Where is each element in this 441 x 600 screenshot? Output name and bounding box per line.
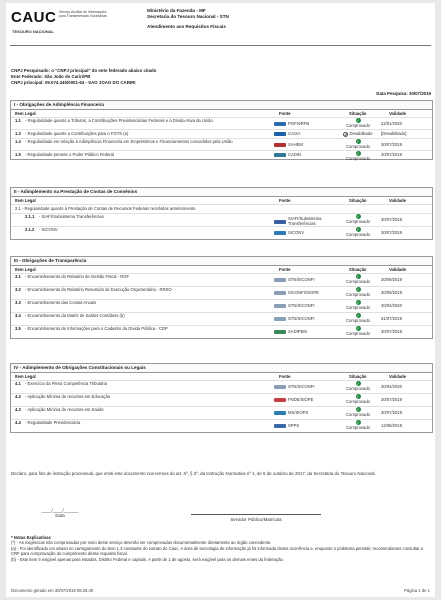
status-label: Comprovado (346, 399, 370, 405)
signature-date (30, 508, 90, 518)
status-cell (341, 407, 375, 417)
column-header-item: Item Legal (15, 111, 36, 116)
item-number: 3.2 (15, 287, 21, 292)
source-logo-icon (274, 424, 286, 428)
item-number: 1.3 (15, 131, 21, 137)
section-title: IV - Adimplemento de Obrigações Constitucionais ou Legais (11, 364, 432, 373)
requirements-section (10, 256, 433, 339)
source-cell (274, 152, 301, 157)
signature-line (191, 514, 321, 515)
source-logo-icon (274, 385, 286, 389)
requirement-row (11, 150, 432, 162)
column-header-fonte: Fonte (279, 198, 291, 203)
source-name: MS/SIOPS (288, 410, 309, 416)
source-cell (274, 303, 315, 308)
item-number: 4.2 (15, 394, 21, 399)
status-cell (341, 381, 375, 391)
source-name: STN/SICONFI (288, 277, 315, 283)
disabled-icon (343, 132, 348, 137)
status-label: Comprovado (346, 412, 370, 418)
validity-date: 30/07/2019 (381, 141, 402, 147)
item-description: - Aplicação Mínima de recursos em Saúde (25, 407, 104, 412)
source-name: STN/SICONFI (288, 384, 315, 390)
status-label: Comprovado (346, 318, 370, 324)
item-description: - Encaminhamento de Informações para o Cadastro da Dívida Pública - CDP (25, 326, 168, 331)
source-cell (274, 121, 309, 126)
source-cell (274, 410, 308, 415)
source-cell (274, 142, 303, 147)
item-number: 1.4 (15, 139, 21, 144)
header-divider (10, 45, 431, 46)
source-cell (274, 277, 315, 282)
item-description: - Exercício da Plena Competência Tributária (25, 381, 107, 386)
source-cell (274, 329, 307, 334)
item-description: - Regularidade em relação à Adimplência Financeira em Empréstimos e Financiamentos concedidos pela União (25, 139, 233, 144)
cnpj-query-line: CNPJ Pesquisado: o "CNPJ principal" do ente federado abaixo citado (11, 68, 157, 73)
search-date-label: Data Pesquisa: (376, 91, 408, 96)
source-cell (274, 230, 304, 235)
status-label: Comprovado (346, 279, 370, 285)
status-cell (341, 326, 375, 336)
source-name: SIAFI/Subsistema Transferências (288, 216, 322, 226)
signature-date-blank: ____/____/______ (41, 508, 79, 513)
status-label: Comprovado (346, 305, 370, 311)
organization-block (147, 8, 229, 30)
validity-date: 30/07/2019 (381, 410, 402, 416)
note-item: (a) - Foi identificado um atraso no carregamento do item 1.3 constante do extrato do Cauc. A área de tecnologia de informação já foi informada dessa ocorrência e, enquanto o problema persistir, recomendamos consultar a CRF para comprovação do cumprimento desse requisito fiscal. (11, 545, 424, 557)
column-headers (11, 110, 432, 117)
requirement-row (11, 273, 432, 286)
item-description: - Encaminhamento do Relatório Resumido de Execução Orçamentária - RREO (25, 287, 172, 292)
column-headers (11, 197, 432, 204)
status-cell (341, 287, 375, 297)
check-icon: ✓ (356, 287, 360, 292)
requirement-row (11, 312, 432, 325)
column-header-situacao: Situação (349, 198, 367, 203)
validity-date: 30/07/2019 (381, 329, 402, 335)
page-number: Página 1 de 1 (404, 588, 430, 593)
signature-date-label: Data (55, 513, 65, 518)
source-logo-icon (274, 143, 286, 147)
requirement-row (11, 406, 432, 419)
item-description: - Aplicação Mínima de recursos em Educação (25, 394, 111, 399)
source-logo-icon (274, 153, 286, 157)
requirement-row (11, 129, 432, 138)
item-number: 1.5 (15, 152, 21, 158)
requirement-row (11, 299, 432, 312)
status-cell (341, 118, 375, 128)
source-logo-icon (274, 122, 286, 126)
status-cell (341, 313, 375, 323)
search-date-value: 30/07/2019 (409, 91, 431, 96)
status-cell (341, 151, 375, 161)
check-icon: ✓ (356, 214, 360, 219)
source-cell (274, 384, 315, 389)
column-header-item: Item Legal (15, 267, 36, 272)
requirement-row (11, 226, 432, 239)
source-name: STN/SICONFI (288, 303, 315, 309)
status-cell (341, 139, 375, 149)
item-number: 4.4 (15, 420, 21, 425)
source-name: PGFN/RFB (288, 120, 310, 126)
column-header-situacao: Situação (349, 111, 367, 116)
ministry-label: Ministério da Fazenda - MF (147, 8, 206, 13)
column-header-validade: Validade (389, 267, 406, 272)
column-header-fonte: Fonte (279, 374, 291, 379)
source-logo-icon (274, 304, 286, 308)
column-header-validade: Validade (389, 374, 406, 379)
source-name: FNDE/SIOPE (288, 397, 314, 403)
item-number: 1.1 (15, 118, 21, 123)
cnpj-label: CNPJ principal: (11, 80, 44, 85)
ente-label: Ente Federado: (11, 74, 43, 79)
column-header-item: Item Legal (15, 198, 36, 203)
requirement-row (11, 213, 432, 226)
requirement-row (11, 286, 432, 299)
document-header (6, 3, 435, 43)
validity-date: [Desabilitado] (381, 131, 407, 137)
status-cell (341, 300, 375, 310)
query-info (11, 68, 156, 86)
section-title: III - Obrigações de Transparência (11, 257, 432, 266)
source-cell (274, 397, 313, 402)
item-description: - Regularidade quanto a Contribuições para o FGTS (a) (25, 131, 129, 137)
cnpj-value: 09.074.345/0001-64 - SAO JOAO DO CARIRI (44, 80, 136, 85)
check-icon: ✓ (356, 420, 360, 425)
check-icon: ✓ (356, 151, 360, 156)
source-logo-icon (274, 291, 286, 295)
validity-date: 30/07/2019 (381, 397, 402, 403)
validity-date: 31/07/2019 (381, 316, 402, 322)
status-cell (341, 227, 375, 237)
item-description: - SIAFI/Subsistema Transferências (39, 214, 104, 219)
check-icon: ✓ (356, 300, 360, 305)
signature-server-label: Servidor Público/Matrícula (230, 517, 282, 522)
note-item: (*) - As exigências não comprovadas por meio deste serviço deverão ser comprovadas documentalmente diretamente ao órgão concedente. (11, 540, 272, 546)
status-label: Comprovado (346, 156, 370, 162)
item-description: - Regularidade quanto a Tributos, a Contribuições Previdenciárias Federais e à Dívida Ativa da União (25, 118, 213, 123)
requirements-section (10, 100, 433, 160)
source-name: SPPS (288, 423, 300, 429)
source-cell (274, 290, 319, 295)
validity-date: 30/04/2020 (381, 303, 402, 309)
item-number: 3.5 (15, 326, 21, 331)
requirement-row (11, 138, 432, 150)
validity-date: 12/08/2019 (381, 423, 402, 429)
column-header-situacao: Situação (349, 267, 367, 272)
status-label: Comprovado (346, 144, 370, 150)
status-label: Comprovado (346, 386, 370, 392)
explanatory-notes (11, 535, 432, 562)
item-number: 3.4 (15, 313, 21, 318)
status-cell (341, 420, 375, 430)
check-icon: ✓ (356, 274, 360, 279)
requirements-section (10, 187, 433, 240)
group-label: 2.1 - Regularidade quanto à Prestação de Contas de Recursos Federais recebidos anteriormente (15, 206, 196, 211)
source-logo-icon (274, 411, 286, 415)
item-description: - Regularidade perante o Poder Público Federal (25, 152, 114, 158)
cauc-logo: CAUC (11, 9, 57, 26)
item-number: 2.1.1 (25, 214, 35, 219)
source-name: SICONFI/SIOPE (288, 290, 319, 296)
ente-value: São João do Cariri/PB (44, 74, 91, 79)
item-description: - Encaminhamento da Matriz de Saldos Contábeis (b) (25, 313, 125, 318)
validity-date: 30/09/2019 (381, 277, 402, 283)
requirement-row (11, 393, 432, 406)
notes-title: * Notas Explicativas (11, 535, 51, 540)
status-cell (338, 131, 378, 136)
status-cell (341, 214, 375, 224)
validity-date: 30/04/2020 (381, 384, 402, 390)
check-icon: ✓ (356, 227, 360, 232)
check-icon: ✓ (356, 381, 360, 386)
source-logo-icon (274, 398, 286, 402)
validity-date: 30/07/2019 (381, 217, 402, 223)
column-header-validade: Validade (389, 111, 406, 116)
status-label: Comprovado (346, 219, 370, 225)
status-cell (341, 274, 375, 284)
column-headers (11, 266, 432, 273)
column-header-situacao: Situação (349, 374, 367, 379)
status-label: Comprovado (346, 232, 370, 238)
source-cell (274, 131, 301, 136)
note-item: (b) - Este item é exigível apenas para estados, Distrito Federal e capitais. A partir de 1 de agosto, será exigível para os demais entes da federação. (11, 556, 285, 562)
validity-date: 30/09/2019 (381, 290, 402, 296)
status-cell (341, 394, 375, 404)
item-description: - Encaminhamento das Contas Anuais (25, 300, 97, 305)
item-number: 4.3 (15, 407, 21, 412)
source-logo-icon (274, 231, 286, 235)
item-number: 3.3 (15, 300, 21, 305)
source-name: CADIN (288, 152, 302, 158)
declaration-text: Declaro, para fins de instrução processual, que emiti este documento nos termos do art. 6º, § 2º, da Instrução Normativa nº 1, de 6 de outubro de 2017, da Secretaria do Tesouro Nacional. (11, 471, 376, 476)
column-header-item: Item Legal (15, 374, 36, 379)
validity-date: 30/07/2019 (381, 230, 402, 236)
source-name: SAHEM (288, 141, 303, 147)
source-name: STN/SICONFI (288, 316, 315, 322)
cauc-logo-subtitle: Serviço Auxiliar de Informações para Transferências Voluntárias (59, 10, 107, 18)
source-logo-icon (274, 330, 286, 334)
item-number: 2.1.2 (25, 227, 35, 232)
status-label: Comprovado (346, 123, 370, 129)
search-date (376, 91, 431, 96)
column-headers (11, 373, 432, 380)
check-icon: ✓ (356, 313, 360, 318)
status-label: Desabilitado (349, 131, 373, 137)
source-name: SICONV (288, 230, 305, 236)
validity-date: 22/01/2020 (381, 120, 402, 126)
item-description: - SICONV (39, 227, 58, 232)
source-logo-icon (274, 278, 286, 282)
requirement-row (11, 117, 432, 129)
column-header-fonte: Fonte (279, 111, 291, 116)
section-title: II - Adimplemento na Prestação de Contas de Convênios (11, 188, 432, 197)
source-cell (274, 316, 315, 321)
column-header-fonte: Fonte (279, 267, 291, 272)
requirements-section (10, 363, 433, 433)
source-logo-icon (274, 132, 286, 136)
source-logo-icon (274, 317, 286, 321)
check-icon: ✓ (356, 407, 360, 412)
source-logo-icon (274, 220, 286, 224)
source-name: SADIPEM (288, 329, 307, 335)
section-title: I - Obrigações de Adimplência Financeira (11, 101, 432, 110)
secretariat-label: Secretaria do Tesouro Nacional - STN (147, 14, 229, 19)
item-number: 4.1 (15, 381, 21, 386)
page-footer (11, 588, 430, 593)
source-name: CAIXA (288, 131, 301, 137)
source-cell (274, 423, 299, 428)
column-header-validade: Validade (389, 198, 406, 203)
status-label: Comprovado (346, 425, 370, 431)
status-label: Comprovado (346, 292, 370, 298)
check-icon: ✓ (356, 118, 360, 123)
document-page (6, 3, 435, 597)
item-number: 3.1 (15, 274, 21, 279)
status-label: Comprovado (346, 331, 370, 337)
item-description: - Regularidade Previdenciária (25, 420, 81, 425)
check-icon: ✓ (356, 139, 360, 144)
check-icon: ✓ (356, 394, 360, 399)
tesouro-nacional-label: TESOURO NACIONAL (12, 29, 54, 34)
signature-server (191, 508, 321, 522)
requirement-row (11, 325, 432, 338)
requirement-row (11, 419, 432, 432)
item-description: - Encaminhamento do Relatório de Gestão Fiscal - RGF (25, 274, 130, 279)
service-title: Atendimento aos Requisitos Fiscais (147, 24, 226, 29)
generated-timestamp: Documento gerado em 30/07/2019 08:25:40 (11, 588, 94, 593)
requirement-row (11, 380, 432, 393)
check-icon: ✓ (356, 326, 360, 331)
group-row (11, 204, 432, 213)
validity-date: 30/07/2019 (381, 152, 402, 158)
